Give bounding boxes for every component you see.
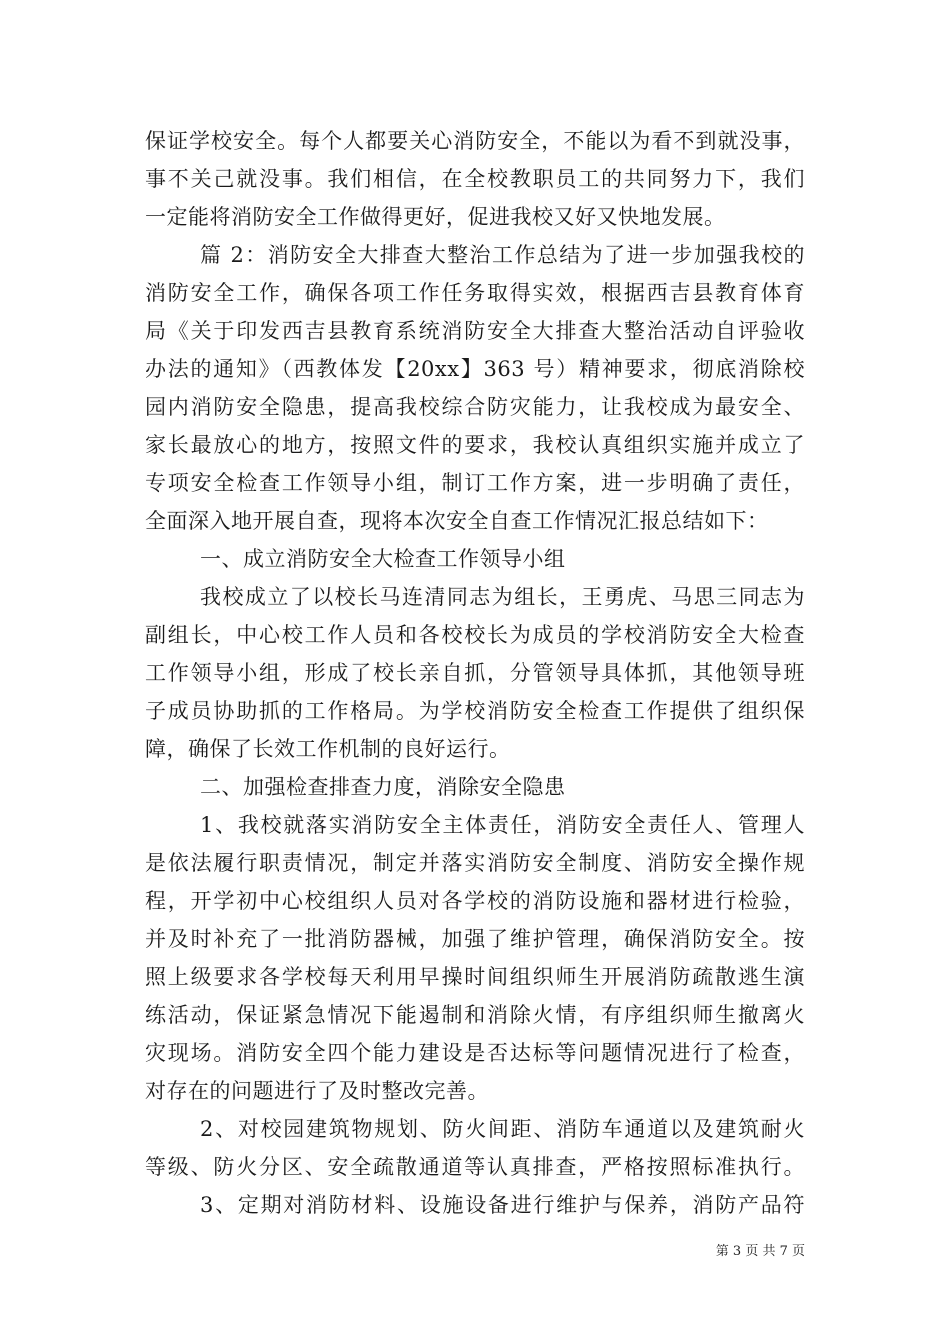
page-number: 第 3 页 共 7 页 <box>715 1244 805 1259</box>
body-text-line: 3、定期对消防材料、设施设备进行维护与保养，消防产品符 <box>200 1193 805 1217</box>
section-heading-line: 篇 2：消防安全大排查大整治工作总结为了进一步加强我校的 <box>200 243 805 267</box>
body-text-line: 全面深入地开展自查，现将本次安全自查工作情况汇报总结如下： <box>145 509 769 533</box>
body-text-line: 是依法履行职责情况，制定并落实消防安全制度、消防安全操作规 <box>145 851 805 875</box>
body-text-line: 等级、防火分区、安全疏散通道等认真排查，严格按照标准执行。 <box>145 1155 805 1179</box>
body-text-line: 保证学校安全。每个人都要关心消防安全，不能以为看不到就没事， <box>145 129 805 153</box>
body-text-line: 一定能将消防安全工作做得更好，促进我校又好又快地发展。 <box>145 205 726 229</box>
body-text-line: 园内消防安全隐患，提高我校综合防灾能力，让我校成为最安全、 <box>145 395 805 419</box>
body-text-line: 灾现场。消防安全四个能力建设是否达标等问题情况进行了检查， <box>145 1041 805 1065</box>
section-heading: 一、成立消防安全大检查工作领导小组 <box>200 547 566 571</box>
body-text-line: 办法的通知》（西教体发【20xx】363 号）精神要求，彻底消除校 <box>145 357 805 381</box>
body-text-line: 局《关于印发西吉县教育系统消防安全大排查大整治活动自评验收 <box>145 319 805 343</box>
section-heading: 二、加强检查排查力度，消除安全隐患 <box>200 775 566 799</box>
body-text-line: 消防安全工作，确保各项工作任务取得实效，根据西吉县教育体育 <box>145 281 805 305</box>
body-text-line: 照上级要求各学校每天利用早操时间组织师生开展消防疏散逃生演 <box>145 965 805 989</box>
body-text-line: 家长最放心的地方，按照文件的要求，我校认真组织实施并成立了 <box>145 433 805 457</box>
body-text-line: 专项安全检查工作领导小组，制订工作方案，进一步明确了责任， <box>145 471 805 495</box>
body-text-line: 2、对校园建筑物规划、防火间距、消防车通道以及建筑耐火 <box>200 1117 805 1141</box>
body-text-line: 我校成立了以校长马连清同志为组长，王勇虎、马思三同志为 <box>200 585 805 609</box>
body-text-line: 程，开学初中心校组织人员对各学校的消防设施和器材进行检验， <box>145 889 805 913</box>
body-text-line: 子成员协助抓的工作格局。为学校消防安全检查工作提供了组织保 <box>145 699 805 723</box>
body-text-line: 障，确保了长效工作机制的良好运行。 <box>145 737 511 761</box>
body-text-line: 工作领导小组，形成了校长亲自抓，分管领导具体抓，其他领导班 <box>145 661 805 685</box>
body-text-line: 练活动，保证紧急情况下能遏制和消除火情，有序组织师生撤离火 <box>145 1003 805 1027</box>
body-text-line: 1、我校就落实消防安全主体责任，消防安全责任人、管理人 <box>200 813 805 837</box>
body-text-line: 并及时补充了一批消防器械，加强了维护管理，确保消防安全。按 <box>145 927 805 951</box>
body-text-line: 对存在的问题进行了及时整改完善。 <box>145 1079 489 1103</box>
body-text-line: 副组长，中心校工作人员和各校校长为成员的学校消防安全大检查 <box>145 623 805 647</box>
body-text-line: 事不关己就没事。我们相信，在全校教职员工的共同努力下，我们 <box>145 167 805 191</box>
